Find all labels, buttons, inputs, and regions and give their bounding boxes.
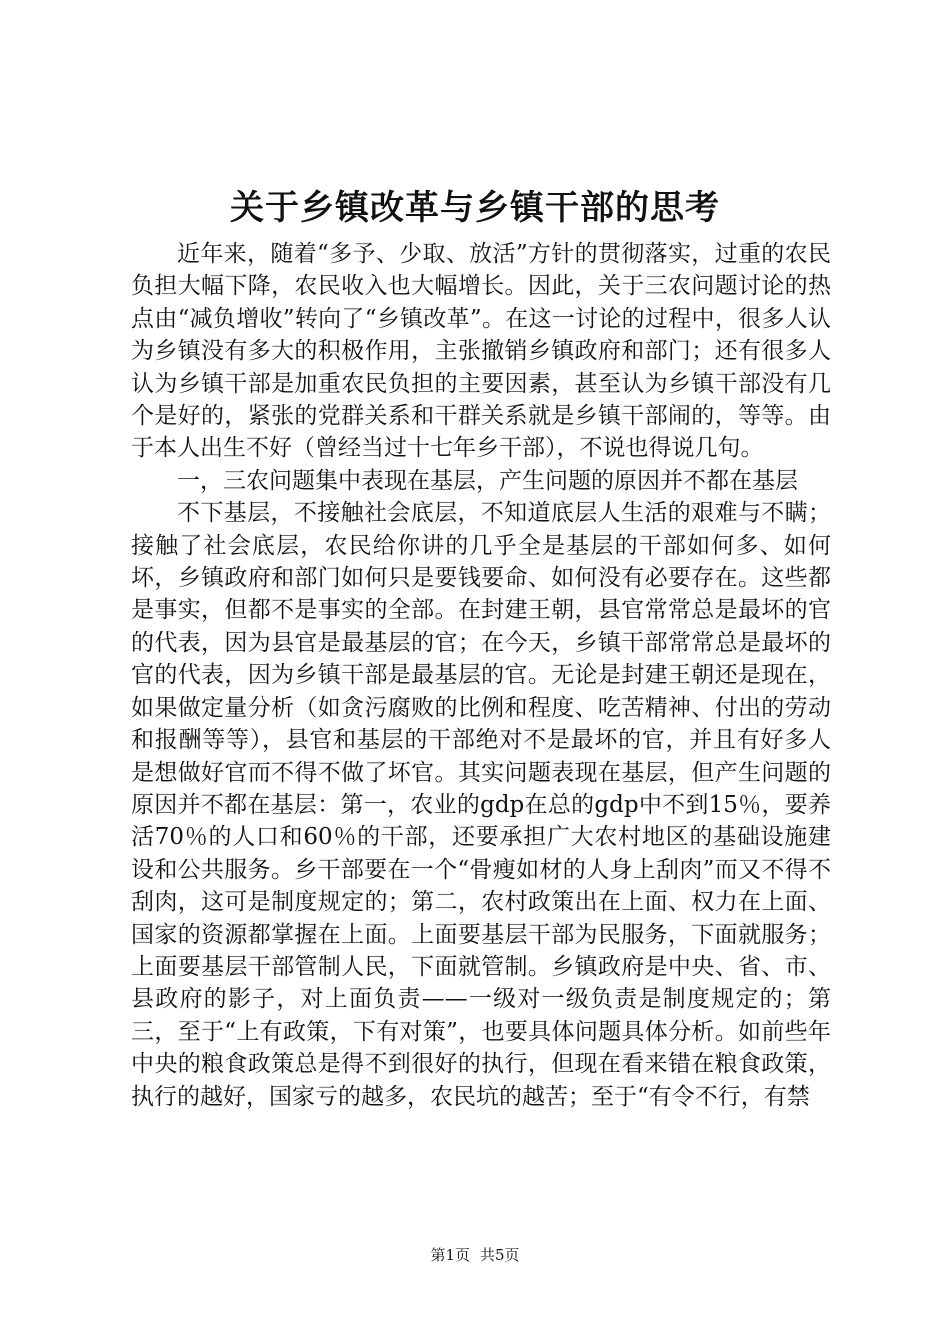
section-heading-1: 一，三农问题集中表现在基层，产生问题的原因并不都在基层	[177, 467, 798, 494]
page-number: 第1页	[430, 1246, 470, 1264]
paragraph-intro: 近年来，随着“多予、少取、放活”方针的贯彻落实，过重的农民负担大幅下降，农民收入也大幅增长。因此，关于三农问题讨论的热点由“减负增收”转向了“乡镇改革”。在这一讨论的过程中，很多人认为乡镇没有多大的积极作用，主张撤销乡镇政府和部门；还有很多人认为乡镇干部是加重农民负担的主要因素，甚至认为乡镇干部没有几个是好的，紧张的党群关系和干群关系就是乡镇干部闹的，等等。由于本人出生不好（曾经当过十七年乡干部），不说也得说几句。	[131, 241, 831, 462]
paragraph-section-1: 不下基层，不接触社会底层，不知道底层人生活的艰难与不瞒；接触了社会底层，农民给你讲的几乎全是基层的干部如何多、如何坏，乡镇政府和部门如何只是要钱要命、如何没有必要存在。这些都是事实，但都不是事实的全部。在封建王朝，县官常常总是最坏的官的代表，因为县官是最基层的官；在今天，乡镇干部常常总是最坏的官的代表，因为乡镇干部是最基层的官。无论是封建王朝还是现在，如果做定量分析（如贪污腐败的比例和程度、吃苦精神、付出的劳动和报酬等等），县官和基层的干部绝对不是最坏的官，并且有好多人是想做好官而不得不做了坏官。其实问题表现在基层，但产生问题的原因并不都在基层：第一，农业的gdp在总的gdp中不到15％，要养活70％的人口和60％的干部，还要承担广大农村地区的基础设施建设和公共服务。乡干部要在一个“骨瘦如材的人身上刮肉”而又不得不刮肉，这可是制度规定的；第二，农村政策出在上面、权力在上面、国家的资源都掌握在上面。上面要基层干部为民服务，下面就服务；上面要基层干部管制人民，下面就管制。乡镇政府是中央、省、市、县政府的影子，对上面负责——一级对一级负责是制度规定的；第三，至于“上有政策，下有对策”，也要具体问题具体分析。如前些年中央的粮食政策总是得不到很好的执行，但现在看来错在粮食政策，执行的越好，国家亏的越多，农民坑的越苦；至于“有令不行，有禁	[131, 500, 831, 1110]
document-body	[131, 238, 831, 1113]
page-total: 共5页	[480, 1246, 520, 1264]
document-title: 关于乡镇改革与乡镇干部的思考	[230, 188, 720, 228]
page-footer	[0, 1245, 950, 1265]
